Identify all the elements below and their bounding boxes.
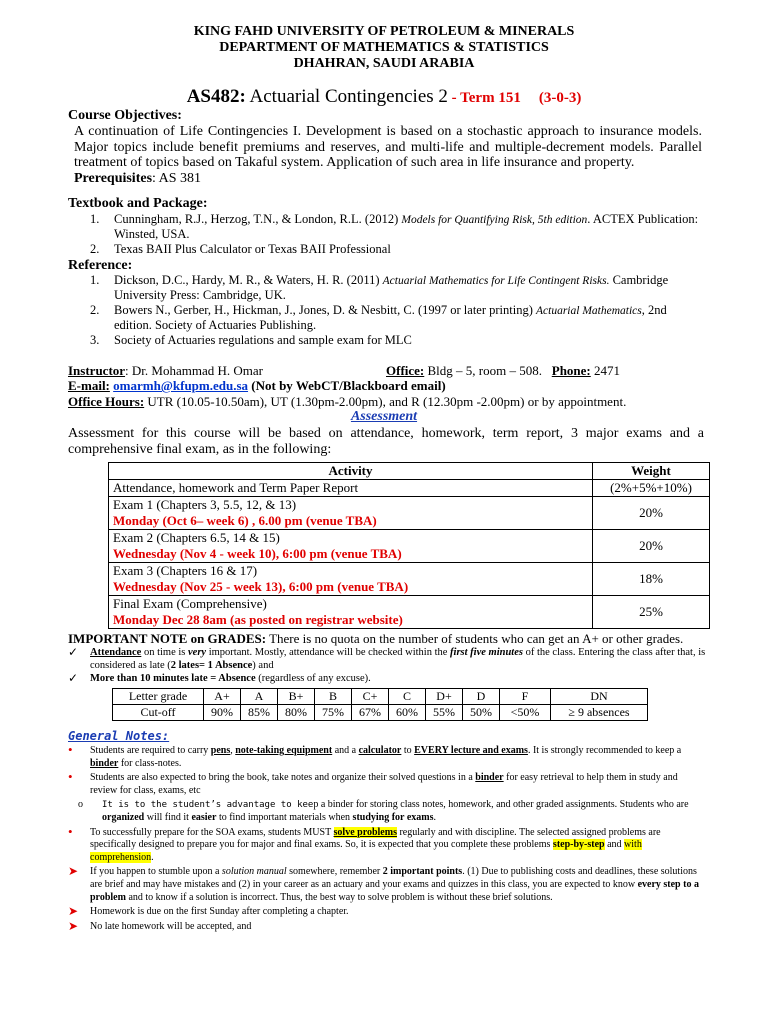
email-line — [68, 378, 708, 393]
note-text: . — [433, 811, 436, 823]
weight-cell: 20% — [593, 497, 710, 530]
note-item — [68, 823, 704, 865]
activity-name: Exam 3 (Chapters 16 & 17) — [113, 563, 258, 578]
item-text: Society of Actuaries regulations and sample exam for MLC — [114, 333, 412, 347]
check-text: 2 lates= 1 Absence — [170, 660, 253, 671]
header-line-1: KING FAHD UNIVERSITY OF PETROLEUM & MINERALS — [193, 24, 575, 39]
table-row — [109, 563, 710, 596]
check-text: More than 10 minutes late = Absence — [90, 673, 256, 684]
cutoff-cell: ≥ 9 absences — [551, 705, 648, 721]
note-text: for class-notes. — [118, 757, 182, 769]
item-title: Models for Quantifying Risk, 5th edition — [401, 214, 588, 226]
note-item — [68, 742, 704, 770]
note-text: To successfully prepare for the SOA exams, students MUST — [90, 826, 334, 838]
note-text: Students are required to carry — [90, 745, 211, 756]
check-text: very — [188, 647, 207, 658]
note-text: binder — [475, 772, 504, 784]
item-title: Actuarial Mathematics for Life Contingent Risks. — [382, 275, 610, 287]
note-text: pens — [210, 745, 231, 756]
letter-cell: C — [389, 689, 426, 705]
note-text: every step to a problem — [90, 878, 699, 903]
header-line-2: DEPARTMENT OF MATHEMATICS & STATISTICS — [219, 40, 549, 55]
weight-header: Weight — [593, 463, 710, 480]
objectives-body: A continuation of Life Contingencies I. Development is based on a stochastic approach to insurance models. Major topics include benefit premiums and reserves, and multi-life and multiple-decrement models. Parallel treatment of topics based on Takaful system. Application of such area in life insurance and property. — [74, 124, 702, 170]
note-text: easier — [191, 811, 217, 823]
check-text: (regardless of any excuse). — [255, 673, 371, 684]
note-item — [68, 799, 704, 824]
activity-header: Activity — [109, 463, 593, 480]
table-row — [109, 497, 710, 530]
note-item — [68, 918, 704, 934]
item-text: Dickson, D.C., Hardy, M. R., & Waters, H. R. (2011) — [114, 273, 383, 287]
letter-cell: F — [500, 689, 551, 705]
note-text: 2 important points — [382, 866, 463, 878]
item-number: 1. — [90, 273, 100, 287]
item-number: 1. — [90, 212, 100, 226]
course-units: (3-0-3) — [538, 90, 582, 106]
letter-cell: A — [241, 689, 278, 705]
check-text: first five minutes — [450, 647, 523, 658]
note-text: solution manual — [221, 866, 287, 878]
activity-name: Exam 1 (Chapters 3, 5.5, 12, & 13) — [113, 497, 297, 512]
note-item — [68, 906, 704, 919]
check-text: of the class. Entering the class after that, is considered as late ( — [90, 647, 706, 671]
office-hours-line — [68, 394, 708, 409]
letter-label: Letter grade — [113, 689, 204, 705]
activity-date: Wednesday (Nov 4 - week 10), 6:00 pm (venue TBA) — [113, 546, 402, 561]
office-hours-value: UTR (10.05-10.50am), UT (1.30pm-2.00pm), and R (12.30pm -2.00pm) or by appointment. — [144, 394, 627, 409]
cutoff-cell: 60% — [389, 705, 426, 721]
letter-cell: D+ — [426, 689, 463, 705]
weight-cell: 25% — [593, 596, 710, 629]
cutoff-cell: 85% — [241, 705, 278, 721]
assessment-title: Assessment — [350, 409, 418, 424]
cutoff-cell: <50% — [500, 705, 551, 721]
reference-list — [90, 273, 702, 348]
bullet-icon: • — [68, 742, 73, 757]
activity-name: Exam 2 (Chapters 6.5, 14 & 15) — [113, 530, 280, 545]
prereq-label: Prerequisites — [74, 170, 153, 186]
arrow-bullet-icon: ➤ — [68, 904, 79, 919]
check-text: ) and — [252, 660, 274, 671]
important-note — [68, 631, 683, 647]
check-text: Attendance — [90, 647, 142, 658]
reference-item — [90, 303, 702, 332]
note-text: somewhere, remember — [286, 866, 383, 878]
note-text: No late homework will be accepted, and — [90, 920, 252, 932]
check-item — [68, 672, 708, 685]
cutoff-cell: 55% — [426, 705, 463, 721]
activity-cell — [109, 596, 593, 629]
important-label: IMPORTANT NOTE on GRADES: — [68, 631, 267, 646]
check-icon: ✓ — [68, 645, 79, 659]
letter-cell: B+ — [278, 689, 315, 705]
cutoff-cell: 50% — [463, 705, 500, 721]
note-text: p a binder for storing class notes, homework, and other graded assignments. Students who are — [313, 799, 689, 811]
table-row — [109, 596, 710, 629]
table-row — [109, 480, 710, 497]
header-line-3: DHAHRAN, SAUDI ARABIA — [293, 56, 475, 71]
note-text: . (1) Due to publishing costs and deadlines, these solutions are brief and may have mistakes and (2) in your career as an actuary and your exams and quizzes in this class, you are expected to know — [90, 866, 697, 890]
grade-cutoff-table — [112, 688, 648, 721]
note-text: studying for exams — [352, 811, 434, 823]
weight-cell: 20% — [593, 530, 710, 563]
reference-item — [90, 333, 702, 347]
course-term: - Term 151 — [447, 90, 521, 106]
table-row — [109, 530, 710, 563]
instructor-label: Instructor — [68, 363, 126, 378]
item-text: Cunningham, R.J., Herzog, T.N., & London, R.L. (2012) — [114, 212, 402, 226]
note-text: Students are also expected to bring the book, take notes and organize their solved questions in a — [90, 772, 476, 784]
circle-bullet-icon: o — [78, 799, 83, 811]
email-label: E-mail: — [68, 378, 110, 393]
course-name: Actuarial Contingencies 2 — [245, 86, 448, 107]
email-link[interactable]: omarmh@kfupm.edu.sa — [113, 378, 249, 393]
instructor-line — [68, 363, 708, 378]
note-text: to — [401, 745, 415, 756]
note-text: If you happen to stumble upon a — [90, 866, 222, 878]
activity-name: Final Exam (Comprehensive) — [113, 596, 267, 611]
objectives-text — [74, 124, 702, 186]
cutoff-row — [113, 705, 648, 721]
item-number: 2. — [90, 242, 100, 256]
note-text: for easy retrieval to help them in study and review for class, exams, etc — [90, 772, 678, 796]
letter-cell: B — [315, 689, 352, 705]
phone-label: Phone: — [551, 363, 591, 378]
activity-cell: Attendance, homework and Term Paper Report — [109, 480, 593, 497]
note-text: organized — [102, 811, 145, 823]
bullet-icon: • — [68, 823, 73, 839]
reference-item — [90, 273, 702, 302]
item-text: Texas BAII Plus Calculator or Texas BAII Professional — [114, 242, 391, 256]
note-text: EVERY lecture and exams — [414, 745, 528, 756]
cutoff-cell: 80% — [278, 705, 315, 721]
phone-value: 2471 — [590, 363, 620, 378]
note-text: . — [151, 851, 154, 863]
item-text-post: Cambridge University Press: Cambridge, UK. — [114, 273, 669, 302]
letter-row — [113, 689, 648, 705]
note-text: . It is strongly recommended to keep a — [527, 745, 682, 756]
item-text-post: . ACTEX Publication: Winsted, USA. — [114, 212, 699, 241]
office-label: Office: — [386, 363, 425, 378]
prereq-value: : AS 381 — [152, 170, 202, 186]
check-item — [68, 646, 708, 672]
general-notes-title: General Notes: — [68, 729, 170, 743]
item-number: 2. — [90, 303, 100, 317]
letter-cell: C+ — [352, 689, 389, 705]
note-text: to find important materials when — [216, 811, 353, 823]
cutoff-label: Cut-off — [113, 705, 204, 721]
check-text: on time is — [141, 647, 188, 658]
check-icon: ✓ — [68, 671, 79, 685]
activity-date: Monday (Oct 6– week 6) , 6.00 pm (venue TBA) — [113, 513, 377, 528]
note-text: with comprehension — [90, 839, 642, 863]
activity-cell — [109, 497, 593, 530]
course-title — [0, 86, 768, 109]
cutoff-cell: 90% — [204, 705, 241, 721]
weight-cell: 18% — [593, 563, 710, 596]
note-text: step-by-step — [552, 839, 605, 851]
textbook-heading: Textbook and Package: — [68, 196, 208, 211]
note-item — [68, 769, 704, 797]
university-header — [0, 24, 768, 72]
check-text: important. Mostly, attendance will be checked within the — [206, 647, 451, 658]
letter-cell: D — [463, 689, 500, 705]
office-hours-label: Office Hours: — [68, 394, 145, 409]
assessment-table — [108, 462, 710, 629]
letter-cell: A+ — [204, 689, 241, 705]
activity-cell — [109, 530, 593, 563]
assessment-intro: Assessment for this course will be based on attendance, homework, term report, 3 major exams and a comprehensive final exam, as in the following: — [68, 426, 704, 457]
arrow-bullet-icon: ➤ — [68, 918, 79, 933]
note-text: binder — [90, 757, 119, 769]
attendance-notes — [68, 646, 708, 685]
email-note: (Not by WebCT/Blackboard email) — [248, 378, 446, 393]
textbook-item — [90, 242, 702, 256]
weight-cell: (2%+5%+10%) — [593, 480, 710, 497]
instructor-value: : Dr. Mohammad H. Omar — [125, 363, 263, 378]
office-info — [386, 363, 620, 378]
textbook-list — [90, 212, 702, 257]
activity-date: Monday Dec 28 8am (as posted on registrar website) — [113, 612, 403, 627]
bullet-icon: • — [68, 769, 73, 785]
activity-cell — [109, 563, 593, 596]
reference-heading: Reference: — [68, 258, 133, 273]
note-text: regularly and with discipline. The selected assigned problems are specifically designed to prepare you for major and final exams. So, it is expected that you complete these problems — [90, 826, 661, 851]
note-text: note-taking equipment — [235, 745, 333, 756]
table-header-row — [109, 463, 710, 480]
textbook-item — [90, 212, 702, 241]
cutoff-cell: 75% — [315, 705, 352, 721]
note-text: will find it — [144, 811, 192, 823]
course-code: AS482: — [186, 86, 246, 107]
note-text: Homework is due on the first Sunday after completing a chapter. — [90, 906, 349, 918]
item-text: Bowers N., Gerber, H., Hickman, J., Jones, D. & Nesbitt, C. (1997 or later printing) — [114, 303, 536, 317]
item-text-post: , 2nd edition. Society of Actuaries Publishing. — [114, 303, 667, 332]
letter-cell: DN — [551, 689, 648, 705]
important-text: There is no quota on the number of students who can get an A+ or other grades. — [266, 631, 684, 646]
note-item — [68, 866, 704, 904]
note-text: solve problems — [333, 826, 397, 838]
office-value: Bldg – 5, room – 508. — [424, 363, 542, 378]
note-text: It is to the student’s advantage to kee — [102, 800, 314, 811]
general-notes — [68, 742, 704, 935]
objectives-heading: Course Objectives: — [68, 108, 182, 123]
arrow-bullet-icon: ➤ — [68, 864, 79, 879]
cutoff-cell: 67% — [352, 705, 389, 721]
item-number: 3. — [90, 333, 100, 347]
note-text: and a — [332, 745, 359, 756]
item-title: Actuarial Mathematics — [536, 305, 642, 317]
note-text: and — [604, 839, 625, 851]
note-text: , — [230, 745, 236, 756]
note-text: and to know if a solution is incorrect. Thus, the best way to solve problem is without these brief solutions. — [125, 891, 553, 903]
note-text: calculator — [358, 745, 402, 756]
activity-date: Wednesday (Nov 25 - week 13), 6:00 pm (venue TBA) — [113, 579, 409, 594]
